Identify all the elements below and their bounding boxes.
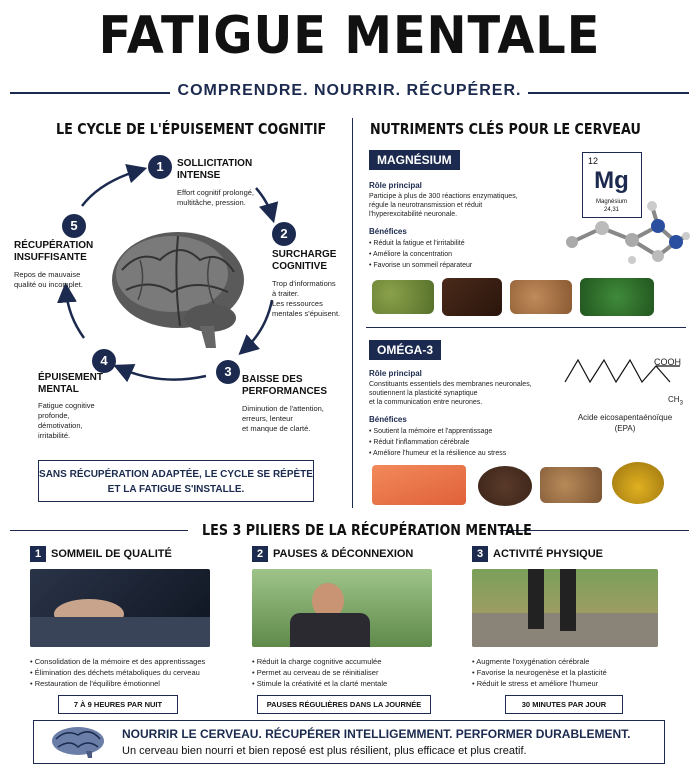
omega3-label: OMÉGA-3 <box>369 340 441 360</box>
cycle-step-4-title: ÉPUISEMENT MENTAL <box>38 372 104 395</box>
page-subtitle: COMPRENDRE. NOURRIR. RÉCUPÉRER. <box>177 82 522 99</box>
cycle-step-2-title: SURCHARGE COGNITIVE <box>272 249 337 272</box>
brain-illustration <box>112 232 244 348</box>
omega3-benefit: • Réduit l'inflammation cérébrale <box>369 439 470 446</box>
pillar-3-bullet: • Favorise la neurogenèse et la plasticité <box>472 668 607 677</box>
magnesium-molecule-model <box>562 196 692 276</box>
pillar-2-header: 2 PAUSES & DÉCONNEXION <box>252 546 413 562</box>
ch3-label: $CH_3$ <box>668 395 683 407</box>
cycle-step-1-desc: Effort cognitif prolongé, multitâche, pression. <box>177 188 254 207</box>
cycle-step-1-title: SOLLICITATION INTENSE <box>177 158 253 181</box>
omega3-role-text: Constituants essentiels des membranes neuronales, soutiennent la plasticité synaptique et la communication entre neurones. <box>369 381 532 406</box>
activity-photo <box>472 569 658 647</box>
cycle-warning-box: SANS RÉCUPÉRATION ADAPTÉE, LE CYCLE SE RÉPÈTE ET LA FATIGUE S'INSTALLE. <box>38 460 314 502</box>
pillar-3-header: 3 ACTIVITÉ PHYSIQUE <box>472 546 603 562</box>
magnesium-label: MAGNÉSIUM <box>369 150 460 170</box>
column-divider <box>352 118 353 508</box>
magnesium-benefit: • Améliore la concentration <box>369 251 453 258</box>
element-number: 12 <box>588 156 599 166</box>
omega3-benefit: • Améliore l'humeur et la résilience au stress <box>369 450 507 457</box>
pillar-2-bullet: • Réduit la charge cognitive accumulée <box>252 657 382 666</box>
omega3-benefits-title: Bénéfices <box>369 415 407 424</box>
pillar-2-bullet: • Permet au cerveau de se réinitialiser <box>252 668 379 677</box>
cycle-step-3-number: 3 <box>216 360 240 384</box>
cycle-step-2-number: 2 <box>272 222 296 246</box>
page-title: FATIGUE MENTALE <box>98 6 601 66</box>
cycle-step-3-title: BAISSE DES PERFORMANCES <box>242 374 328 397</box>
walnuts-image <box>540 467 602 503</box>
pillar-1-bullet: • Restauration de l'équilibre émotionnel <box>30 679 160 688</box>
element-name: Magnésium <box>595 199 627 205</box>
cycle-step-4-desc: Fatigue cognitive profonde, démotivation, irritabilité. <box>38 401 95 440</box>
cycle-title: LE CYCLE DE L'ÉPUISEMENT COGNITIF <box>56 120 327 138</box>
epa-name: Acide eicosapentaénoïque (EPA) <box>577 413 673 433</box>
footer-banner <box>33 720 665 764</box>
pillar-1-header: 1 SOMMEIL DE QUALITÉ <box>30 546 172 562</box>
magnesium-benefits-title: Bénéfices <box>369 227 407 236</box>
magnesium-benefit: • Favorise un sommeil réparateur <box>369 262 473 269</box>
brain-icon <box>48 725 108 759</box>
salmon-image <box>372 465 466 505</box>
pillar-1-bullet: • Élimination des déchets métaboliques du cerveau <box>30 668 200 677</box>
break-photo <box>252 569 432 647</box>
pumpkin-seeds-image <box>372 280 434 314</box>
spinach-image <box>580 278 654 316</box>
nutrients-title: NUTRIMENTS CLÉS POUR LE CERVEAU <box>370 120 641 138</box>
seeds-bowl-image <box>478 466 532 506</box>
cycle-step-2-desc: Trop d'informations à traiter. Les ressources mentales s'épuisent. <box>272 279 341 318</box>
pillars-rule-left <box>10 530 188 531</box>
cycle-step-5-title: RÉCUPÉRATION INSUFFISANTE <box>14 240 94 263</box>
footer-text: Un cerveau bien nourri et bien reposé est plus résilient, plus efficace et plus creatif. <box>122 745 527 757</box>
pillar-1-bullet: • Consolidation de la mémoire et des apprentissages <box>30 657 206 666</box>
pillar-3-bullet: • Réduit le stress et améliore l'humeur <box>472 679 599 688</box>
cycle-step-4-number: 4 <box>92 349 116 373</box>
pillar-3-chip: 30 MINUTES PAR JOUR <box>505 695 623 714</box>
magnesium-role-text: Participe à plus de 300 réactions enzymatiques, régule la neurotransmission et réduit l'hyperexcitabilité neuronale. <box>369 193 518 218</box>
cooh-label: COOH <box>654 357 681 367</box>
almonds-image <box>510 280 572 314</box>
pillar-2-chip: PAUSES RÉGULIÈRES DANS LA JOURNÉE <box>257 695 431 714</box>
element-symbol: Mg <box>594 167 629 194</box>
pillars-title: LES 3 PILIERS DE LA RÉCUPÉRATION MENTALE <box>202 521 532 539</box>
magnesium-role-title: Rôle principal <box>369 181 422 190</box>
sleep-photo <box>30 569 210 647</box>
pillar-1-chip: 7 À 9 HEURES PAR NUIT <box>58 695 178 714</box>
omega3-role-title: Rôle principal <box>369 369 422 378</box>
cycle-step-5-desc: Repos de mauvaise qualité ou incomplet. <box>14 270 83 289</box>
omega3-benefit: • Soutient la mémoire et l'apprentissage <box>369 428 493 435</box>
pillar-3-bullet: • Augmente l'oxygénation cérébrale <box>472 657 590 666</box>
magnesium-benefit: • Réduit la fatigue et l'irritabilité <box>369 240 465 247</box>
nutrients-divider <box>366 327 686 328</box>
cycle-step-5-number: 5 <box>62 214 86 238</box>
pillar-2-bullet: • Stimule la créativité et la clarté mentale <box>252 679 388 688</box>
dark-chocolate-image <box>442 278 502 316</box>
cycle-step-1-number: 1 <box>148 155 172 179</box>
oil-bowl-image <box>612 462 664 504</box>
element-mass: 24,31 <box>603 207 619 213</box>
cycle-step-3-desc: Diminution de l'attention, erreurs, lenteur et manque de clarté. <box>242 404 324 433</box>
footer-headline: NOURRIR LE CERVEAU. RÉCUPÉRER INTELLIGEMMENT. PERFORMER DURABLEMENT. <box>122 727 631 741</box>
